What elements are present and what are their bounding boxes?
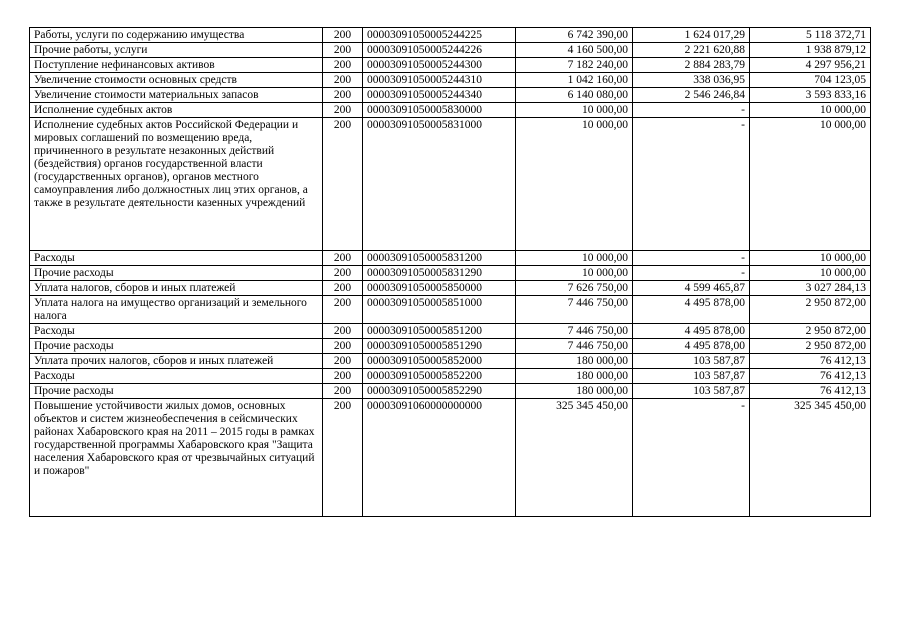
table-row — [30, 88, 871, 103]
table-row — [30, 296, 871, 324]
row-executed: - — [633, 103, 750, 118]
row-executed: - — [633, 399, 750, 517]
table-row — [30, 369, 871, 384]
row-remaining: 5 118 372,71 — [750, 28, 871, 43]
row-budget-code: 00003091050005244225 — [363, 28, 516, 43]
row-budget-code: 00003091050005244300 — [363, 58, 516, 73]
row-executed: 1 624 017,29 — [633, 28, 750, 43]
row-remaining: 76 412,13 — [750, 384, 871, 399]
row-line-code: 200 — [323, 43, 363, 58]
row-budget-code: 00003091050005830000 — [363, 103, 516, 118]
row-remaining: 704 123,05 — [750, 73, 871, 88]
table-row — [30, 73, 871, 88]
row-name: Уплата налога на имущество организаций и земельного налога — [30, 296, 323, 324]
row-line-code: 200 — [323, 369, 363, 384]
row-approved: 180 000,00 — [516, 384, 633, 399]
row-name: Работы, услуги по содержанию имущества — [30, 28, 323, 43]
row-name: Уплата прочих налогов, сборов и иных платежей — [30, 354, 323, 369]
row-approved: 10 000,00 — [516, 118, 633, 251]
row-remaining: 10 000,00 — [750, 266, 871, 281]
row-approved: 7 446 750,00 — [516, 296, 633, 324]
row-remaining: 2 950 872,00 — [750, 324, 871, 339]
row-approved: 6 140 080,00 — [516, 88, 633, 103]
row-remaining: 76 412,13 — [750, 354, 871, 369]
row-approved: 10 000,00 — [516, 266, 633, 281]
row-remaining: 4 297 956,21 — [750, 58, 871, 73]
table-row — [30, 354, 871, 369]
row-budget-code: 00003091050005831000 — [363, 118, 516, 251]
table-row — [30, 339, 871, 354]
table-row — [30, 281, 871, 296]
row-budget-code: 00003091050005831200 — [363, 251, 516, 266]
row-line-code: 200 — [323, 251, 363, 266]
row-approved: 10 000,00 — [516, 103, 633, 118]
row-name: Расходы — [30, 324, 323, 339]
table-row — [30, 384, 871, 399]
row-name: Уплата налогов, сборов и иных платежей — [30, 281, 323, 296]
row-budget-code: 00003091050005852200 — [363, 369, 516, 384]
row-name: Повышение устойчивости жилых домов, основных объектов и систем жизнеобеспечения в сейсмических районах Хабаровского края на 2011 – 2015 годы в рамках государственной программы Хабаровского края "Защита населения Хабаровского края от чрезвычайных ситуаций и пожаров" — [30, 399, 323, 517]
row-line-code: 200 — [323, 324, 363, 339]
row-budget-code: 00003091050005851290 — [363, 339, 516, 354]
row-executed: 4 599 465,87 — [633, 281, 750, 296]
row-remaining: 2 950 872,00 — [750, 339, 871, 354]
row-executed: 2 546 246,84 — [633, 88, 750, 103]
row-line-code: 200 — [323, 58, 363, 73]
row-budget-code: 00003091060000000000 — [363, 399, 516, 517]
row-approved: 7 626 750,00 — [516, 281, 633, 296]
row-remaining: 10 000,00 — [750, 118, 871, 251]
row-remaining: 325 345 450,00 — [750, 399, 871, 517]
row-executed: 103 587,87 — [633, 369, 750, 384]
row-name: Исполнение судебных актов Российской Федерации и мировых соглашений по возмещению вреда, причиненного в результате незаконных действий (бездействия) органов государственной власти (государственных органов), органов местного самоуправления либо должностных лиц этих органов, а также в результате деятельности казенных учреждений — [30, 118, 323, 251]
row-remaining: 3 593 833,16 — [750, 88, 871, 103]
row-approved: 10 000,00 — [516, 251, 633, 266]
row-remaining: 3 027 284,13 — [750, 281, 871, 296]
row-line-code: 200 — [323, 339, 363, 354]
row-line-code: 200 — [323, 73, 363, 88]
row-executed: - — [633, 266, 750, 281]
table-row — [30, 43, 871, 58]
table-row — [30, 324, 871, 339]
row-executed: 2 221 620,88 — [633, 43, 750, 58]
row-budget-code: 00003091050005851200 — [363, 324, 516, 339]
row-line-code: 200 — [323, 354, 363, 369]
table-row — [30, 251, 871, 266]
row-approved: 7 182 240,00 — [516, 58, 633, 73]
row-name: Прочие расходы — [30, 266, 323, 281]
row-approved: 7 446 750,00 — [516, 324, 633, 339]
row-budget-code: 00003091050005850000 — [363, 281, 516, 296]
row-line-code: 200 — [323, 384, 363, 399]
row-line-code: 200 — [323, 281, 363, 296]
row-line-code: 200 — [323, 118, 363, 251]
row-approved: 6 742 390,00 — [516, 28, 633, 43]
row-line-code: 200 — [323, 399, 363, 517]
row-budget-code: 00003091050005852000 — [363, 354, 516, 369]
table-row — [30, 266, 871, 281]
row-line-code: 200 — [323, 28, 363, 43]
row-executed: - — [633, 251, 750, 266]
row-name: Расходы — [30, 251, 323, 266]
row-remaining: 2 950 872,00 — [750, 296, 871, 324]
row-approved: 4 160 500,00 — [516, 43, 633, 58]
row-approved: 180 000,00 — [516, 354, 633, 369]
row-name: Прочие работы, услуги — [30, 43, 323, 58]
row-name: Расходы — [30, 369, 323, 384]
row-budget-code: 00003091050005831290 — [363, 266, 516, 281]
table-row — [30, 28, 871, 43]
budget-execution-table — [29, 27, 871, 517]
row-approved: 325 345 450,00 — [516, 399, 633, 517]
row-remaining: 10 000,00 — [750, 103, 871, 118]
row-name: Поступление нефинансовых активов — [30, 58, 323, 73]
row-remaining: 10 000,00 — [750, 251, 871, 266]
row-line-code: 200 — [323, 296, 363, 324]
table-row — [30, 399, 871, 517]
row-remaining: 76 412,13 — [750, 369, 871, 384]
row-executed: 103 587,87 — [633, 354, 750, 369]
table-row — [30, 58, 871, 73]
row-budget-code: 00003091050005244340 — [363, 88, 516, 103]
row-line-code: 200 — [323, 103, 363, 118]
row-approved: 7 446 750,00 — [516, 339, 633, 354]
row-line-code: 200 — [323, 88, 363, 103]
row-executed: 2 884 283,79 — [633, 58, 750, 73]
row-executed: - — [633, 118, 750, 251]
row-name: Прочие расходы — [30, 339, 323, 354]
table-row — [30, 103, 871, 118]
row-approved: 1 042 160,00 — [516, 73, 633, 88]
row-name: Увеличение стоимости основных средств — [30, 73, 323, 88]
row-executed: 103 587,87 — [633, 384, 750, 399]
row-budget-code: 00003091050005852290 — [363, 384, 516, 399]
row-budget-code: 00003091050005244226 — [363, 43, 516, 58]
row-executed: 338 036,95 — [633, 73, 750, 88]
row-line-code: 200 — [323, 266, 363, 281]
row-name: Исполнение судебных актов — [30, 103, 323, 118]
row-approved: 180 000,00 — [516, 369, 633, 384]
row-executed: 4 495 878,00 — [633, 339, 750, 354]
row-executed: 4 495 878,00 — [633, 324, 750, 339]
row-remaining: 1 938 879,12 — [750, 43, 871, 58]
row-budget-code: 00003091050005851000 — [363, 296, 516, 324]
row-executed: 4 495 878,00 — [633, 296, 750, 324]
row-budget-code: 00003091050005244310 — [363, 73, 516, 88]
row-name: Прочие расходы — [30, 384, 323, 399]
table-row — [30, 118, 871, 251]
row-name: Увеличение стоимости материальных запасов — [30, 88, 323, 103]
